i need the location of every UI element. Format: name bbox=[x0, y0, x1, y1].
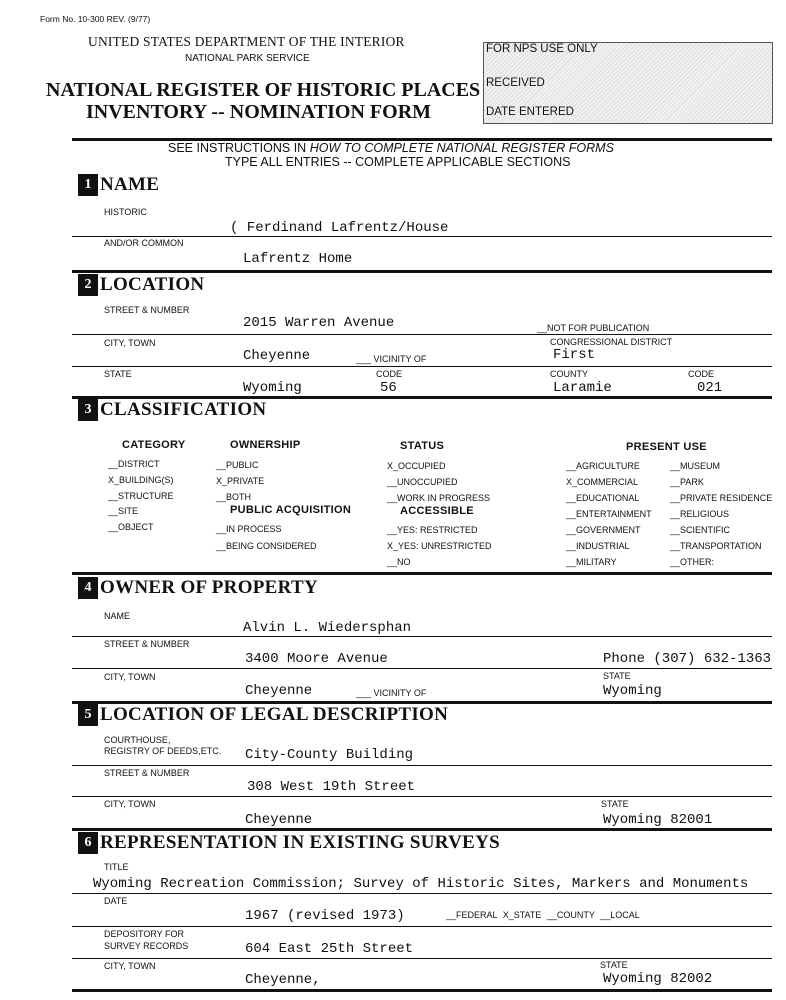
form-title-line2: INVENTORY -- NOMINATION FORM bbox=[86, 101, 432, 123]
code-label: CODE bbox=[376, 369, 403, 379]
section-title: NAME bbox=[100, 174, 160, 195]
historic-value: ( Ferdinand Lafrentz/House bbox=[230, 220, 449, 236]
form-number: Form No. 10-300 REV. (9/77) bbox=[40, 14, 151, 24]
section-3-header bbox=[78, 399, 266, 421]
survey-city-value: Cheyenne, bbox=[245, 972, 321, 988]
divider bbox=[72, 796, 772, 797]
legal-street-label: STREET & NUMBER bbox=[104, 768, 190, 778]
section-number: 5 bbox=[78, 704, 98, 726]
section-number: 2 bbox=[78, 274, 98, 296]
present-use-options-1 bbox=[566, 458, 652, 570]
acq-in-process[interactable]: __IN PROCESS bbox=[216, 524, 282, 534]
category-site[interactable]: __SITE bbox=[108, 506, 139, 517]
state-code-value: 56 bbox=[380, 380, 397, 396]
depository-value: 604 East 25th Street bbox=[245, 941, 414, 957]
access-unrestricted[interactable]: X_YES: UNRESTRICTED bbox=[387, 541, 492, 551]
legal-city-value: Cheyenne bbox=[245, 812, 313, 828]
use-commercial[interactable]: X_COMMERCIAL bbox=[566, 477, 639, 487]
present-use-options-2 bbox=[670, 458, 772, 570]
received-label: RECEIVED bbox=[486, 77, 545, 89]
category-options bbox=[108, 457, 174, 536]
access-restricted[interactable]: __YES: RESTRICTED bbox=[387, 525, 478, 535]
county-code-value: 021 bbox=[697, 380, 723, 396]
use-other[interactable]: __OTHER: bbox=[670, 557, 715, 567]
category-heading: CATEGORY bbox=[122, 439, 186, 451]
status-unoccupied[interactable]: __UNOCCUPIED bbox=[387, 477, 458, 487]
section-number: 6 bbox=[78, 832, 98, 854]
state-label: STATE bbox=[104, 369, 132, 379]
owner-city-value: Cheyenne bbox=[245, 683, 313, 699]
ownership-private[interactable]: X_PRIVATE bbox=[216, 475, 265, 486]
registry-value: City-County Building bbox=[245, 747, 414, 763]
owner-phone: Phone (307) 632-1363 bbox=[603, 651, 772, 667]
common-value: Lafrentz Home bbox=[243, 251, 353, 267]
owner-street-label: STREET & NUMBER bbox=[104, 639, 190, 649]
survey-city-label: CITY, TOWN bbox=[104, 961, 156, 971]
section-2-header bbox=[78, 274, 204, 296]
status-heading: STATUS bbox=[400, 440, 445, 452]
divider bbox=[72, 893, 772, 894]
acq-being-considered[interactable]: __BEING CONSIDERED bbox=[216, 541, 317, 551]
divider bbox=[72, 765, 772, 766]
congressional-value: First bbox=[553, 347, 596, 363]
section-5-header bbox=[78, 704, 448, 726]
street-value: 2015 Warren Avenue bbox=[243, 315, 395, 331]
divider bbox=[72, 668, 772, 669]
depository-label-1: DEPOSITORY FOR bbox=[104, 929, 185, 939]
legal-state-label: STATE bbox=[601, 799, 629, 809]
city-label: CITY, TOWN bbox=[104, 338, 156, 348]
divider bbox=[72, 636, 772, 637]
use-private-residence[interactable]: __PRIVATE RESIDENCE bbox=[670, 493, 773, 503]
nps-use-box bbox=[483, 42, 773, 124]
section-title: LOCATION bbox=[100, 274, 205, 295]
congressional-label: CONGRESSIONAL DISTRICT bbox=[550, 337, 673, 347]
owner-city-label: CITY, TOWN bbox=[104, 672, 156, 682]
owner-name-label: NAME bbox=[104, 611, 131, 621]
survey-title-label: TITLE bbox=[104, 862, 129, 872]
legal-street-value: 308 West 19th Street bbox=[247, 779, 416, 795]
ownership-heading: OWNERSHIP bbox=[230, 439, 301, 451]
owner-state-label: STATE bbox=[603, 671, 631, 681]
accessible-heading: ACCESSIBLE bbox=[400, 505, 474, 517]
status-occupied[interactable]: X_OCCUPIED bbox=[387, 461, 446, 471]
legal-city-label: CITY, TOWN bbox=[104, 799, 156, 809]
instructions-link-text: HOW TO COMPLETE NATIONAL REGISTER FORMS bbox=[309, 141, 614, 155]
depository-label-2: SURVEY RECORDS bbox=[104, 941, 189, 951]
owner-vicinity-of: ___ VICINITY OF bbox=[356, 688, 427, 698]
use-museum[interactable]: __MUSEUM bbox=[670, 461, 721, 471]
section-1-header bbox=[78, 174, 159, 196]
section-number: 3 bbox=[78, 399, 98, 421]
divider bbox=[72, 926, 772, 927]
divider bbox=[72, 366, 772, 367]
ownership-public[interactable]: __PUBLIC bbox=[216, 460, 259, 470]
service-name: NATIONAL PARK SERVICE bbox=[185, 53, 310, 64]
survey-date-label: DATE bbox=[104, 896, 128, 906]
category-object[interactable]: __OBJECT bbox=[108, 522, 154, 533]
acquisition-options bbox=[216, 521, 317, 555]
divider bbox=[72, 270, 772, 273]
access-no[interactable]: __NO bbox=[387, 557, 411, 567]
owner-state-value: Wyoming bbox=[603, 683, 662, 699]
instructions-line2: TYPE ALL ENTRIES -- COMPLETE APPLICABLE SECTIONS bbox=[225, 155, 571, 169]
use-entertainment[interactable]: __ENTERTAINMENT bbox=[566, 509, 652, 519]
form-title-line1: NATIONAL REGISTER OF HISTORIC PLACES bbox=[46, 79, 481, 101]
section-number: 1 bbox=[78, 174, 98, 196]
survey-state-label: STATE bbox=[600, 960, 628, 970]
use-religious[interactable]: __RELIGIOUS bbox=[670, 509, 730, 519]
registry-label: REGISTRY OF DEEDS,ETC. bbox=[104, 746, 222, 756]
accessible-options bbox=[387, 522, 492, 570]
divider bbox=[72, 828, 772, 831]
county-label: COUNTY bbox=[550, 369, 588, 379]
use-transportation[interactable]: __TRANSPORTATION bbox=[670, 541, 762, 551]
common-label: AND/OR COMMON bbox=[104, 238, 184, 248]
city-value: Cheyenne bbox=[243, 348, 311, 364]
category-building[interactable]: X_BUILDING(S) bbox=[108, 474, 174, 485]
county-value: Laramie bbox=[553, 380, 612, 396]
survey-state-value: Wyoming 82002 bbox=[603, 971, 713, 987]
owner-name-value: Alvin L. Wiedersphan bbox=[243, 620, 412, 636]
status-work-in-progress[interactable]: __WORK IN PROGRESS bbox=[387, 493, 491, 503]
section-title: CLASSIFICATION bbox=[100, 399, 267, 420]
use-industrial[interactable]: __INDUSTRIAL bbox=[566, 541, 630, 551]
survey-date-value: 1967 (revised 1973) bbox=[245, 908, 405, 924]
divider bbox=[72, 989, 772, 992]
status-options bbox=[387, 458, 490, 506]
use-agriculture[interactable]: __AGRICULTURE bbox=[566, 461, 640, 471]
date-entered-label: DATE ENTERED bbox=[486, 106, 574, 118]
divider bbox=[72, 958, 772, 959]
divider bbox=[72, 236, 772, 237]
ownership-options bbox=[216, 458, 264, 505]
use-park[interactable]: __PARK bbox=[670, 477, 704, 487]
use-educational[interactable]: __EDUCATIONAL bbox=[566, 493, 640, 503]
instructions-text: SEE INSTRUCTIONS IN bbox=[168, 141, 307, 155]
owner-street-value: 3400 Moore Avenue bbox=[245, 651, 388, 667]
not-for-publication: __NOT FOR PUBLICATION bbox=[537, 323, 650, 333]
section-number: 4 bbox=[78, 577, 98, 599]
county-code-label: CODE bbox=[688, 369, 715, 379]
survey-level-options[interactable]: __FEDERAL X_STATE __COUNTY __LOCAL bbox=[446, 910, 640, 920]
ownership-both[interactable]: __BOTH bbox=[216, 491, 252, 502]
use-government[interactable]: __GOVERNMENT bbox=[566, 525, 641, 535]
acquisition-heading: PUBLIC ACQUISITION bbox=[230, 504, 352, 516]
category-district[interactable]: __DISTRICT bbox=[108, 459, 160, 469]
section-title: OWNER OF PROPERTY bbox=[100, 577, 319, 598]
section-6-header bbox=[78, 832, 500, 854]
use-military[interactable]: __MILITARY bbox=[566, 557, 617, 567]
category-structure[interactable]: __STRUCTURE bbox=[108, 490, 174, 501]
section-title: REPRESENTATION IN EXISTING SURVEYS bbox=[100, 832, 501, 853]
present-use-heading: PRESENT USE bbox=[626, 441, 707, 453]
street-label: STREET & NUMBER bbox=[104, 305, 190, 315]
section-4-header bbox=[78, 577, 318, 599]
section-title: LOCATION OF LEGAL DESCRIPTION bbox=[100, 704, 449, 725]
agency-name: UNITED STATES DEPARTMENT OF THE INTERIOR bbox=[88, 34, 405, 49]
vicinity-of: ___ VICINITY OF bbox=[356, 354, 427, 364]
survey-title-value: Wyoming Recreation Commission; Survey of Historic Sites, Markers and Monuments bbox=[93, 876, 749, 892]
state-value: Wyoming bbox=[243, 380, 302, 396]
divider bbox=[72, 572, 772, 575]
nps-label: FOR NPS USE ONLY bbox=[486, 43, 598, 55]
divider bbox=[72, 334, 772, 335]
legal-state-value: Wyoming 82001 bbox=[603, 812, 713, 828]
use-scientific[interactable]: __SCIENTIFIC bbox=[670, 525, 731, 535]
courthouse-label: COURTHOUSE, bbox=[104, 735, 171, 745]
instructions-line1 bbox=[168, 141, 614, 155]
historic-label: HISTORIC bbox=[104, 207, 147, 217]
